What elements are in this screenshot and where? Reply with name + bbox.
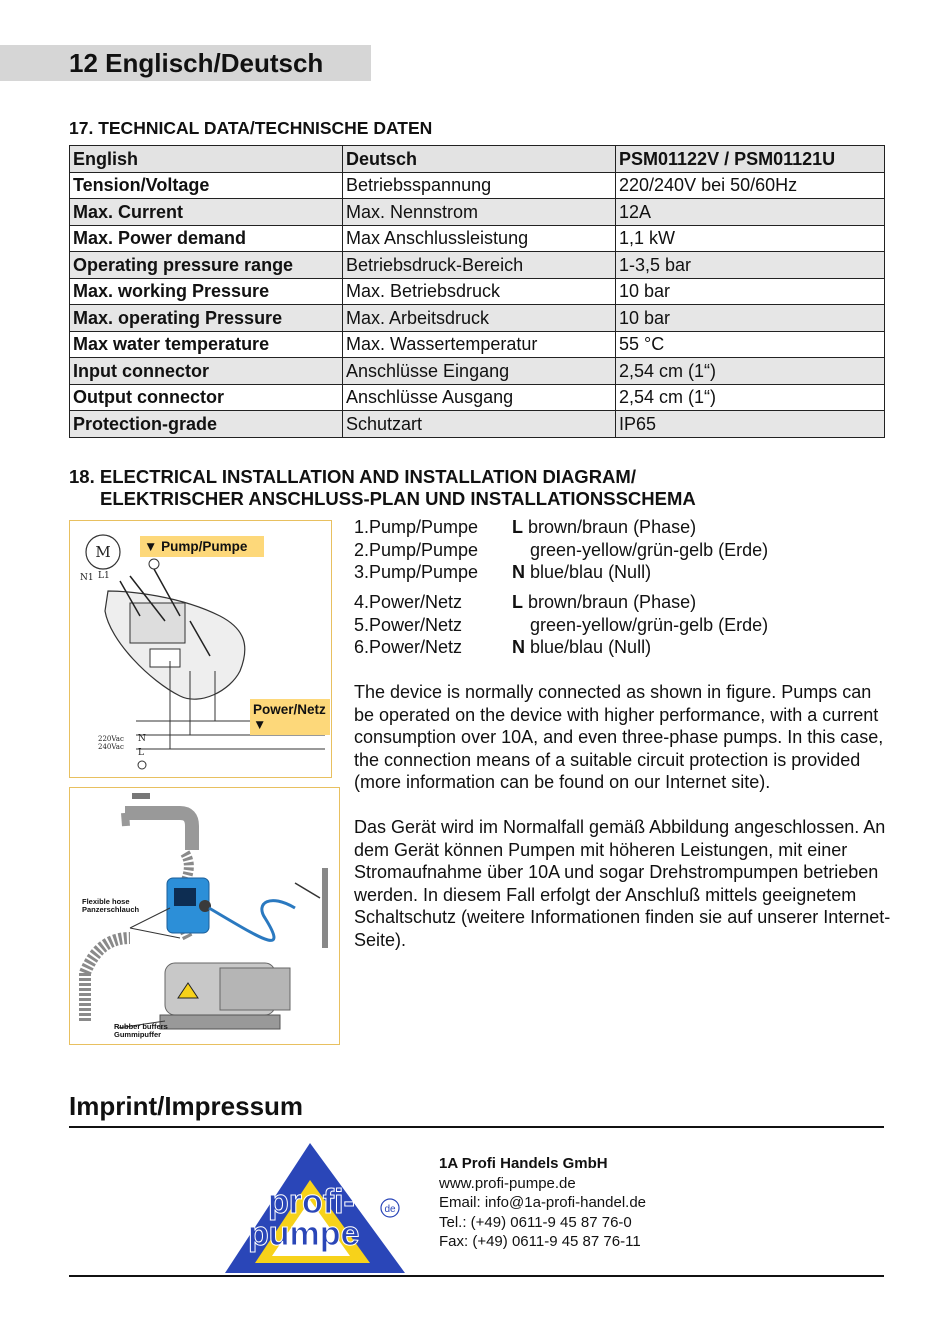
hose-label — [82, 898, 139, 914]
wire-desc-text: brown/braun (Phase) — [523, 517, 697, 537]
buffer-label-de: Gummipuffer — [114, 1030, 162, 1039]
table-cell: Max. operating Pressure — [70, 305, 343, 332]
motor-label: M — [95, 543, 111, 561]
table-cell: 1-3,5 bar — [616, 252, 885, 279]
wire-desc-text: green-yellow/grün-gelb (Erde) — [530, 539, 769, 560]
technical-data-table — [69, 145, 885, 438]
table-cell: Anschlüsse Eingang — [343, 358, 616, 385]
table-cell: Protection-grade — [70, 411, 343, 438]
list-item — [354, 614, 768, 637]
table-cell: Betriebsdruck-Bereich — [343, 252, 616, 279]
table-cell: Max. Arbeitsdruck — [343, 305, 616, 332]
table-cell: Output connector — [70, 384, 343, 411]
l1-label: L1 — [98, 571, 110, 581]
table-cell: Operating pressure range — [70, 252, 343, 279]
wiring-desc — [512, 636, 651, 659]
installation-diagram — [69, 787, 340, 1045]
table-cell: 10 bar — [616, 278, 885, 305]
buffer-label-en: Rubber buffers — [114, 1022, 168, 1031]
table-row — [70, 252, 885, 279]
wiring-item: 2.Pump/Pumpe — [354, 539, 479, 560]
wiring-desc — [512, 516, 696, 539]
profi-pumpe-logo — [210, 1138, 410, 1278]
paragraph-german: Das Gerät wird im Normalfall gemäß Abbildung angeschlossen. An dem Gerät können Pumpen mit höheren Leistungen, mit einer Stromaufnahme über 10A und sogar Drehstrompumpen betrieben werden. In diesem Fall erfolgt der Anschluß mittels geeignetem Schaltschutz (weitere Informationen finden sie auf unserer Internet-Seite). — [354, 817, 891, 950]
table-cell: Tension/Voltage — [70, 172, 343, 199]
list-item — [354, 539, 768, 562]
table-cell: Max. Betriebsdruck — [343, 278, 616, 305]
installation-drawing — [70, 788, 338, 1043]
l-label: L — [138, 748, 144, 758]
divider — [69, 1275, 884, 1277]
wiring-diagram-drawing — [70, 521, 330, 776]
hose-label-en: Flexible hose — [82, 897, 130, 906]
table-cell: Max. Current — [70, 199, 343, 226]
section-17-title: 17. TECHNICAL DATA/TECHNISCHE DATEN — [69, 118, 433, 138]
table-cell: 10 bar — [616, 305, 885, 332]
table-row — [70, 331, 885, 358]
wiring-item: 6.Power/Netz — [354, 637, 463, 657]
hose-label-de: Panzerschlauch — [82, 905, 140, 914]
fax: Fax: (+49) 0611-9 45 87 76-11 — [439, 1233, 641, 1250]
wiring-desc — [512, 614, 768, 637]
table-cell: Max. Nennstrom — [343, 199, 616, 226]
voltage-label-1: 220Vac — [98, 735, 124, 743]
buffer-label — [114, 1023, 168, 1039]
wiring-desc — [512, 539, 768, 562]
wiring-item: 4.Power/Netz — [354, 592, 463, 612]
table-cell: Anschlüsse Ausgang — [343, 384, 616, 411]
table-cell: Max Anschlussleistung — [343, 225, 616, 252]
table-cell: 1,1 kW — [616, 225, 885, 252]
column-header: English — [70, 146, 343, 173]
table-cell: 2,54 cm (1“) — [616, 358, 885, 385]
table-row — [70, 225, 885, 252]
contact-block — [439, 1154, 646, 1252]
wiring-item: 5.Power/Netz — [354, 614, 463, 635]
page-title: 12 Englisch/Deutsch — [69, 48, 324, 78]
column-header: Deutsch — [343, 146, 616, 173]
wire-desc-text: green-yellow/grün-gelb (Erde) — [530, 614, 769, 635]
logo-suffix: de — [384, 1204, 396, 1215]
table-row — [70, 278, 885, 305]
n1-label: N1 — [80, 573, 94, 583]
table-cell: Input connector — [70, 358, 343, 385]
table-row — [70, 199, 885, 226]
wiring-diagram — [69, 520, 332, 778]
table-cell: Max. Power demand — [70, 225, 343, 252]
wire-letter: L — [512, 517, 523, 537]
wire-letter: N — [512, 637, 525, 657]
telephone: Tel.: (+49) 0611-9 45 87 76-0 — [439, 1213, 632, 1231]
power-tag-label: Power/Netz — [253, 702, 326, 717]
table-cell: Max. Wassertemperatur — [343, 331, 616, 358]
table-row — [70, 384, 885, 411]
section-18-title-line2: ELEKTRISCHER ANSCHLUSS-PLAN UND INSTALLATIONSSCHEMA — [100, 488, 696, 509]
n-label: N — [138, 734, 146, 744]
table-cell: IP65 — [616, 411, 885, 438]
wire-desc-text: brown/braun (Phase) — [523, 592, 697, 612]
wire-letter: L — [512, 592, 523, 612]
wire-desc-text: blue/blau (Null) — [525, 637, 652, 657]
section-18-title-line1: 18. ELECTRICAL INSTALLATION AND INSTALLATION DIAGRAM/ — [69, 466, 636, 487]
list-item — [354, 636, 768, 659]
email-link[interactable]: Email: info@1a-profi-handel.de — [439, 1194, 647, 1211]
table-row — [70, 411, 885, 438]
power-wiring-list — [354, 591, 768, 659]
column-header: PSM01122V / PSM01121U — [616, 146, 885, 173]
table-cell: Max. working Pressure — [70, 278, 343, 305]
pump-wiring-list — [354, 516, 768, 584]
list-item — [354, 591, 768, 614]
table-row — [70, 172, 885, 199]
table-row — [70, 305, 885, 332]
list-item — [354, 561, 768, 584]
table-cell: Max water temperature — [70, 331, 343, 358]
table-cell: 220/240V bei 50/60Hz — [616, 172, 885, 199]
power-tag: Power/Netz ▼ — [250, 699, 330, 735]
list-item — [354, 516, 768, 539]
pump-tag-label: Pump/Pumpe — [161, 539, 248, 554]
wiring-item: 1.Pump/Pumpe — [354, 517, 479, 537]
divider — [69, 1126, 884, 1128]
imprint-title: Imprint/Impressum — [69, 1091, 304, 1121]
company-name: 1A Profi Handels GmbH — [439, 1155, 608, 1172]
table-cell: Schutzart — [343, 411, 616, 438]
table-cell: 2,54 cm (1“) — [616, 384, 885, 411]
table-cell: 12A — [616, 199, 885, 226]
logo-line1: profi- — [268, 1183, 355, 1221]
wiring-desc — [512, 561, 651, 584]
logo-line2: pumpe — [248, 1215, 360, 1253]
wire-letter: N — [512, 562, 525, 582]
wire-desc-text: blue/blau (Null) — [525, 562, 652, 582]
paragraph-english: The device is normally connected as shown in figure. Pumps can be operated on the device with higher performance, with a current consumption over 10A, and even three-phase pumps. In this case, the connection means of a suitable circuit protection is provided (more information can be found on our Internet site). — [354, 682, 884, 792]
pump-tag: ▼ Pump/Pumpe — [140, 536, 264, 557]
voltage-label-2: 240Vac — [98, 743, 124, 751]
website-link[interactable]: www.profi-pumpe.de — [439, 1174, 576, 1192]
table-cell: 55 °C — [616, 331, 885, 358]
table-cell: Betriebsspannung — [343, 172, 616, 199]
wiring-item: 3.Pump/Pumpe — [354, 562, 479, 582]
wiring-desc — [512, 591, 696, 614]
table-header-row — [70, 146, 885, 173]
section-18-title — [69, 466, 696, 510]
table-row — [70, 358, 885, 385]
